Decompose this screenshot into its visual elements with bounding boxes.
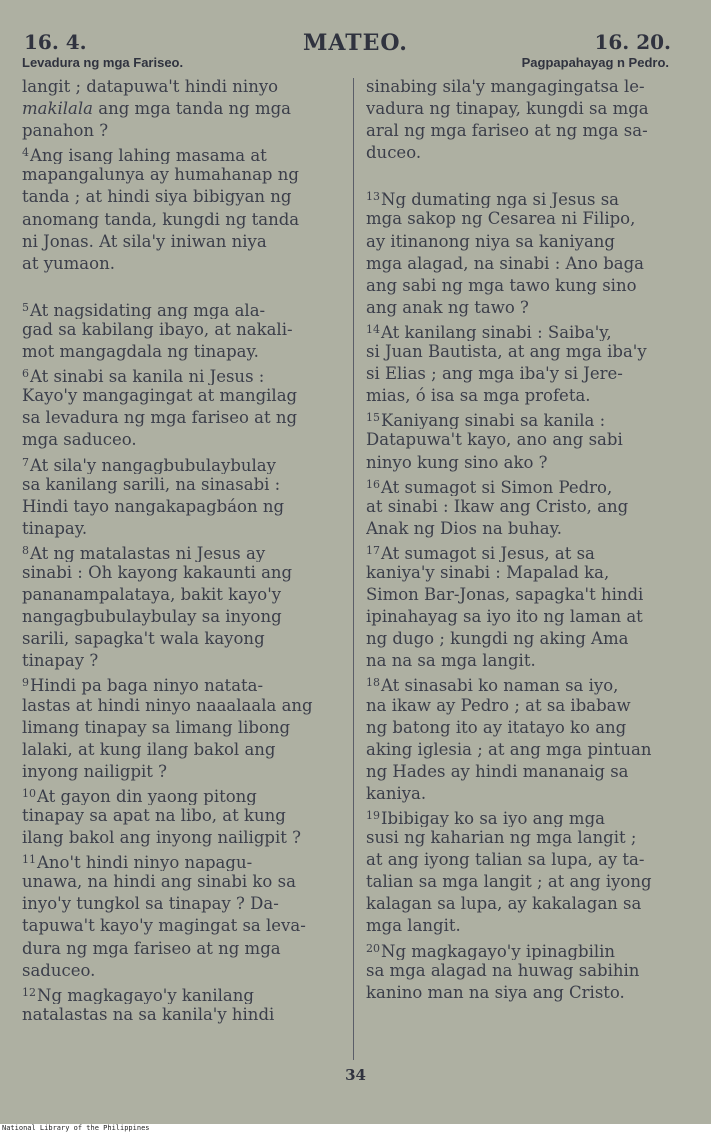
line-text: panahon ? (22, 121, 109, 141)
line-text: ng Hades ay hindi mananaig sa (366, 761, 629, 781)
text-line (366, 142, 686, 164)
text-line (22, 1004, 348, 1026)
line-text: Ano't hindi ninyo napagu- (37, 853, 253, 872)
text-line (366, 120, 686, 142)
verse-number: 19 (366, 809, 380, 822)
line-text: Ng magkagayo'y ipinagbilin (381, 941, 616, 960)
text-line (366, 164, 686, 186)
line-text: mga saduceo. (22, 430, 137, 450)
line-text: tinapay sa apat na libo, at kung (22, 806, 286, 825)
text-line (22, 938, 348, 960)
text-line (22, 120, 348, 142)
text-line (22, 783, 348, 805)
text-line (366, 518, 686, 540)
text-line (22, 695, 348, 717)
verse-number: 13 (366, 190, 380, 204)
line-text: At ng matalastas ni Jesus ay (30, 543, 266, 562)
line-text: sinabing sila'y mangagingatsa le- (366, 77, 645, 96)
text-line (366, 407, 686, 429)
text-line (366, 76, 686, 98)
line-text: ng dugo ; kungdi ng aking Ama (366, 629, 629, 649)
text-line (366, 695, 686, 717)
line-text: mapangalunya ay humahanap ng (22, 165, 299, 185)
line-text: kalagan sa lupa, ay kakalagan sa (366, 894, 642, 914)
line-text: sinabi : Oh kayong kakaunti ang (22, 562, 293, 582)
text-line (22, 562, 348, 584)
line-text: Kayo'y mangagingat at mangilag (22, 386, 298, 406)
line-text: Hindi pa baga ninyo natata- (30, 676, 264, 695)
text-line (366, 253, 686, 275)
verse-number: 10 (22, 786, 36, 800)
line-text: at sinabi : Ikaw ang Cristo, ang (366, 496, 629, 516)
text-line (366, 208, 686, 230)
verse-number: 4 (22, 146, 29, 160)
line-text: duceo. (366, 143, 422, 163)
text-line (366, 562, 686, 584)
text-line (366, 385, 686, 407)
text-line (22, 518, 348, 540)
line-text: susi ng kaharian ng mga langit ; (366, 828, 637, 848)
verse-number: 6 (22, 367, 29, 381)
text-line (366, 717, 686, 739)
text-line (22, 871, 348, 893)
text-line (366, 805, 686, 827)
line-text: pananampalataya, bakit kayo'y (22, 585, 282, 605)
line-text: lalaki, at kung ilang bakol ang (22, 739, 276, 759)
line-text: At nagsidating ang mga ala- (30, 300, 266, 319)
line-text: na na sa mga langit. (366, 651, 536, 671)
text-line (366, 783, 686, 805)
text-line (22, 761, 348, 783)
line-text: At sumagot si Jesus, at sa (381, 543, 595, 562)
text-line (366, 761, 686, 783)
text-line (22, 231, 348, 253)
library-watermark: National Library of the Philippines (2, 1124, 150, 1132)
column-divider (353, 78, 354, 1060)
text-line (366, 584, 686, 606)
line-text: ilang bakol ang inyong nailigpit ? (22, 828, 301, 848)
text-line (22, 606, 348, 628)
verse-number: 17 (366, 543, 380, 557)
line-text: lastas at hindi ninyo naaalaala ang (22, 695, 313, 715)
line-text: mga sakop ng Cesarea ni Filipo, (366, 209, 636, 229)
text-line (22, 319, 348, 341)
text-line (366, 982, 686, 1004)
line-text: saduceo. (22, 960, 96, 980)
text-line (366, 849, 686, 871)
text-line (22, 474, 348, 496)
text-line (22, 363, 348, 385)
text-line (366, 496, 686, 518)
line-text: ay itinanong niya sa kaniyang (366, 231, 615, 251)
text-line (366, 650, 686, 672)
text-line (366, 452, 686, 474)
line-text: sarili, sapagka't wala kayong (22, 629, 265, 649)
text-line (366, 672, 686, 694)
line-text: mga alagad, na sinabi : Ano baga (366, 253, 645, 273)
text-line (366, 231, 686, 253)
text-line (22, 297, 348, 319)
text-line (22, 650, 348, 672)
verse-number: 20 (366, 941, 380, 955)
line-text: mga langit. (366, 916, 461, 936)
line-text: si Elias ; ang mga iba'y si Jere- (366, 364, 623, 384)
text-line (366, 628, 686, 650)
line-text: dura ng mga fariseo at ng mga (22, 938, 281, 958)
verse-number: 15 (366, 411, 380, 425)
verse-number: 5 (22, 300, 29, 314)
line-text: sa levadura ng mga fariseo at ng (22, 408, 298, 428)
line-text: inyo'y tungkol sa tinapay ? Da- (22, 894, 279, 914)
line-text: anomang tanda, kungdi ng tanda (22, 209, 300, 229)
text-line (22, 540, 348, 562)
line-text: aral ng mga fariseo at ng mga sa- (366, 121, 648, 141)
line-text: kaniya. (366, 783, 427, 803)
line-text: talian sa mga langit ; at ang iyong (366, 872, 652, 892)
line-text: Ibibigay ko sa iyo ang mga (381, 809, 605, 828)
line-text: ng batong ito ay itatayo ko ang (366, 717, 627, 737)
text-line (366, 363, 686, 385)
text-line (22, 717, 348, 739)
text-line (366, 98, 686, 120)
line-text: kaniya'y sinabi : Mapalad ka, (366, 562, 610, 582)
verse-number: 7 (22, 455, 29, 469)
text-line (366, 429, 686, 451)
line-text: mot mangagdala ng tinapay. (22, 342, 259, 362)
line-text: gad sa kabilang ibayo, at nakali- (22, 319, 293, 339)
chapter-verse-end: 16. 20. (594, 30, 671, 54)
line-text: At sumagot si Simon Pedro, (381, 477, 613, 496)
text-line (22, 209, 348, 231)
line-text: unawa, na hindi ang sinabi ko sa (22, 872, 296, 892)
line-text: limang tinapay sa limang libong (22, 717, 291, 737)
text-line (22, 739, 348, 761)
line-text: nangagbubulaybulay sa inyong (22, 607, 282, 627)
text-line (366, 871, 686, 893)
line-text: natalastas na sa kanila'y hindi (22, 1004, 275, 1024)
line-text: At kanilang sinabi : Saiba'y, (381, 322, 612, 342)
verse-number: 8 (22, 543, 29, 557)
left-section-heading: Levadura ng mga Fariseo. (22, 55, 184, 70)
chapter-verse-start: 16. 4. (24, 30, 87, 54)
line-text: At sila'y nangagbubulaybulay (30, 455, 276, 474)
line-text: At gayon din yaong pitong (37, 786, 257, 805)
text-line (22, 142, 348, 164)
page-number: 34 (345, 1066, 366, 1084)
line-text: inyong nailigpit ? (22, 761, 168, 781)
text-line (22, 672, 348, 694)
verse-number: 11 (22, 853, 36, 867)
text-line (366, 297, 686, 319)
line-text: ang sabi ng mga tawo kung sino (366, 275, 637, 295)
text-line (22, 76, 348, 98)
line-text: tanda ; at hindi siya bibigyan ng (22, 187, 292, 207)
line-text: Ang isang lahing masama at (30, 146, 267, 165)
line-text: langit ; datapuwa't hindi ninyo (22, 77, 279, 96)
line-text: kanino man na siya ang Cristo. (366, 982, 625, 1002)
text-line (22, 893, 348, 915)
text-line (22, 385, 348, 407)
text-line (22, 341, 348, 363)
line-text: At sinasabi ko naman sa iyo, (381, 676, 619, 695)
text-line (22, 496, 348, 518)
text-line (22, 584, 348, 606)
text-line (366, 186, 686, 208)
text-line (22, 164, 348, 186)
verse-number: 18 (366, 676, 380, 690)
text-line (366, 938, 686, 960)
line-text: vadura ng tinapay, kungdi sa mga (366, 99, 649, 119)
text-line (22, 253, 348, 275)
text-line (22, 982, 348, 1004)
verse-number: 14 (366, 322, 380, 336)
text-line (22, 275, 348, 297)
text-line (366, 915, 686, 937)
line-text: si Juan Bautista, at ang mga iba'y (366, 342, 647, 362)
line-text: Ng magkagayo'y kanilang (37, 985, 254, 1004)
line-text: Simon Bar-Jonas, sapagka't hindi (366, 585, 644, 605)
line-text: mias, ó isa sa mga profeta. (366, 386, 591, 406)
line-text: at yumaon. (22, 253, 115, 273)
text-line (366, 275, 686, 297)
line-text: aking iglesia ; at ang mga pintuan (366, 739, 652, 759)
line-text: makilala ang mga tanda ng mga (22, 99, 292, 119)
text-line (22, 805, 348, 827)
page-title: MATEO. (303, 30, 408, 56)
text-line (366, 606, 686, 628)
line-text: at ang iyong talian sa lupa, ay ta- (366, 850, 645, 870)
line-text: Anak ng Dios na buhay. (366, 518, 562, 538)
line-text: ipinahayag sa iyo ito ng laman at (366, 607, 643, 627)
text-line (366, 341, 686, 363)
text-line (366, 827, 686, 849)
text-line (22, 98, 348, 120)
text-line (22, 452, 348, 474)
text-line (366, 474, 686, 496)
line-text: Datapuwa't kayo, ano ang sabi (366, 430, 623, 450)
text-line (366, 319, 686, 341)
line-text: tinapay ? (22, 651, 99, 671)
text-line (22, 849, 348, 871)
text-line (22, 186, 348, 208)
line-text: sa mga alagad na huwag sabihin (366, 960, 640, 980)
line-text: ni Jonas. At sila'y iniwan niya (22, 231, 267, 251)
text-line (366, 893, 686, 915)
right-text-column (366, 76, 686, 1004)
verse-number: 16 (366, 477, 380, 491)
text-line (22, 915, 348, 937)
line-text: tapuwa't kayo'y magingat sa leva- (22, 916, 306, 936)
left-text-column (22, 76, 348, 1026)
line-text: sa kanilang sarili, na sinasabi : (22, 474, 281, 494)
text-line (22, 827, 348, 849)
text-line (22, 960, 348, 982)
text-line (366, 540, 686, 562)
line-text: ninyo kung sino ako ? (366, 452, 548, 472)
line-text: Hindi tayo nangakapagbáon ng (22, 496, 285, 516)
text-line (366, 960, 686, 982)
text-line (22, 628, 348, 650)
text-line (22, 407, 348, 429)
line-text: Kaniyang sinabi sa kanila : (381, 411, 606, 430)
text-line (22, 429, 348, 451)
line-text: tinapay. (22, 518, 88, 538)
line-text: Ng dumating nga si Jesus sa (381, 190, 620, 209)
text-line (366, 739, 686, 761)
line-text: ang anak ng tawo ? (366, 297, 529, 317)
verse-number: 12 (22, 985, 36, 999)
line-text: At sinabi sa kanila ni Jesus : (30, 367, 265, 386)
verse-number: 9 (22, 676, 29, 690)
right-section-heading: Pagpapahayag n Pedro. (521, 55, 669, 70)
line-text: na ikaw ay Pedro ; at sa ibabaw (366, 695, 631, 715)
